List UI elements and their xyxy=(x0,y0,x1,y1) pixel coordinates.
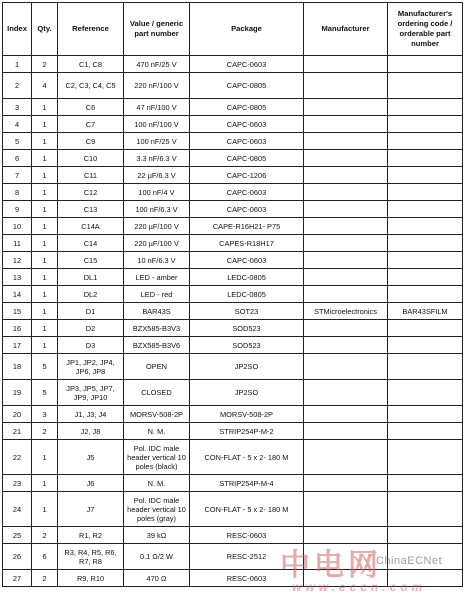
table-row xyxy=(3,544,463,570)
cell-manufacturer xyxy=(304,150,388,167)
cell-value: 47 nF/100 V xyxy=(124,99,190,116)
table-row xyxy=(3,423,463,440)
cell-manufacturer xyxy=(304,286,388,303)
cell-qty: 6 xyxy=(32,544,58,570)
cell-value: BAR43S xyxy=(124,303,190,320)
cell-package: CAPC-0603 xyxy=(190,184,304,201)
table-row xyxy=(3,167,463,184)
cell-manufacturer xyxy=(304,56,388,73)
cell-index: 4 xyxy=(3,116,32,133)
table-row xyxy=(3,380,463,406)
cell-manufacturer xyxy=(304,527,388,544)
cell-reference: JP1, JP2, JP4, JP6, JP8 xyxy=(58,354,124,380)
cell-reference: D1 xyxy=(58,303,124,320)
cell-index: 11 xyxy=(3,235,32,252)
cell-qty: 1 xyxy=(32,116,58,133)
cell-qty: 2 xyxy=(32,56,58,73)
table-row xyxy=(3,337,463,354)
header-reference: Reference xyxy=(58,3,124,56)
table-row xyxy=(3,286,463,303)
cell-ordering-code xyxy=(388,184,463,201)
table-row xyxy=(3,218,463,235)
cell-manufacturer xyxy=(304,252,388,269)
cell-package: CAPES-R18H17 xyxy=(190,235,304,252)
cell-manufacturer xyxy=(304,354,388,380)
cell-value: BZX585-B3V3 xyxy=(124,320,190,337)
cell-reference: C12 xyxy=(58,184,124,201)
cell-ordering-code xyxy=(388,116,463,133)
cell-reference: D3 xyxy=(58,337,124,354)
cell-manufacturer xyxy=(304,218,388,235)
cell-qty: 1 xyxy=(32,167,58,184)
cell-qty: 1 xyxy=(32,218,58,235)
table-row xyxy=(3,99,463,116)
cell-value: CLOSED xyxy=(124,380,190,406)
table-row xyxy=(3,201,463,218)
cell-index: 14 xyxy=(3,286,32,303)
cell-index: 15 xyxy=(3,303,32,320)
cell-ordering-code xyxy=(388,475,463,492)
cell-value: 220 µF/100 V xyxy=(124,235,190,252)
cell-package: LEDC-0805 xyxy=(190,269,304,286)
cell-index: 1 xyxy=(3,56,32,73)
cell-manufacturer xyxy=(304,406,388,423)
cell-manufacturer xyxy=(304,380,388,406)
table-row xyxy=(3,235,463,252)
cell-index: 8 xyxy=(3,184,32,201)
cell-manufacturer xyxy=(304,167,388,184)
cell-reference: J5 xyxy=(58,440,124,475)
cell-reference: C9 xyxy=(58,133,124,150)
cell-package: CAPC-0805 xyxy=(190,99,304,116)
cell-package: CAPC-0603 xyxy=(190,56,304,73)
cell-qty: 1 xyxy=(32,303,58,320)
cell-qty: 4 xyxy=(32,73,58,99)
cell-manufacturer xyxy=(304,99,388,116)
cell-manufacturer xyxy=(304,269,388,286)
cell-index: 26 xyxy=(3,544,32,570)
cell-ordering-code xyxy=(388,337,463,354)
cell-index: 19 xyxy=(3,380,32,406)
cell-ordering-code xyxy=(388,56,463,73)
cell-qty: 1 xyxy=(32,492,58,527)
cell-value: 10 nF/6.3 V xyxy=(124,252,190,269)
header-qty: Qty. xyxy=(32,3,58,56)
cell-manufacturer xyxy=(304,73,388,99)
cell-value: 220 µF/100 V xyxy=(124,218,190,235)
cell-reference: JP3, JP5, JP7, JP9, JP10 xyxy=(58,380,124,406)
cell-ordering-code xyxy=(388,235,463,252)
cell-index: 23 xyxy=(3,475,32,492)
table-row xyxy=(3,492,463,527)
cell-index: 22 xyxy=(3,440,32,475)
cell-value: 100 nF/4 V xyxy=(124,184,190,201)
cell-reference: C14A xyxy=(58,218,124,235)
cell-value: 39 kΩ xyxy=(124,527,190,544)
cell-package: STRIP254P-M-4 xyxy=(190,475,304,492)
cell-index: 3 xyxy=(3,99,32,116)
cell-ordering-code: BAR43SFILM xyxy=(388,303,463,320)
cell-ordering-code xyxy=(388,320,463,337)
cell-ordering-code xyxy=(388,570,463,587)
cell-package: CAPC-0603 xyxy=(190,201,304,218)
bom-table xyxy=(2,2,463,587)
cell-reference: J7 xyxy=(58,492,124,527)
cell-package: CON-FLAT - 5 x 2- 180 M xyxy=(190,440,304,475)
cell-value: Pol. IDC male header vertical 10 poles (gray) xyxy=(124,492,190,527)
header-ordering-code: Manufacturer's ordering code / orderable part number xyxy=(388,3,463,56)
header-value: Value / generic part number xyxy=(124,3,190,56)
table-row xyxy=(3,73,463,99)
cell-index: 24 xyxy=(3,492,32,527)
cell-reference: DL1 xyxy=(58,269,124,286)
cell-ordering-code xyxy=(388,544,463,570)
cell-qty: 2 xyxy=(32,423,58,440)
cell-ordering-code xyxy=(388,150,463,167)
cell-ordering-code xyxy=(388,527,463,544)
cell-reference: R3, R4, R5, R6, R7, R8 xyxy=(58,544,124,570)
table-row xyxy=(3,184,463,201)
table-row xyxy=(3,320,463,337)
cell-manufacturer xyxy=(304,440,388,475)
cell-ordering-code xyxy=(388,201,463,218)
cell-reference: J6 xyxy=(58,475,124,492)
cell-qty: 2 xyxy=(32,570,58,587)
cell-reference: J1, J3, J4 xyxy=(58,406,124,423)
cell-package: MORSV-508-2P xyxy=(190,406,304,423)
table-row xyxy=(3,150,463,167)
cell-package: CAPC-0805 xyxy=(190,150,304,167)
cell-ordering-code xyxy=(388,380,463,406)
cell-qty: 1 xyxy=(32,286,58,303)
cell-package: RESC-0603 xyxy=(190,570,304,587)
cell-index: 25 xyxy=(3,527,32,544)
cell-package: CAPC-0603 xyxy=(190,133,304,150)
cell-qty: 1 xyxy=(32,269,58,286)
cell-qty: 1 xyxy=(32,201,58,218)
cell-value: LED - red xyxy=(124,286,190,303)
table-row xyxy=(3,570,463,587)
cell-ordering-code xyxy=(388,492,463,527)
cell-index: 5 xyxy=(3,133,32,150)
table-row xyxy=(3,116,463,133)
cell-qty: 1 xyxy=(32,440,58,475)
cell-value: LED - amber xyxy=(124,269,190,286)
cell-package: LEDC-0805 xyxy=(190,286,304,303)
cell-manufacturer xyxy=(304,201,388,218)
cell-index: 10 xyxy=(3,218,32,235)
cell-package: CAPC-0805 xyxy=(190,73,304,99)
cell-ordering-code xyxy=(388,406,463,423)
cell-qty: 5 xyxy=(32,380,58,406)
cell-package: JP2SO xyxy=(190,354,304,380)
cell-manufacturer xyxy=(304,570,388,587)
cell-package: CAPC-0603 xyxy=(190,252,304,269)
cell-package: JP2SO xyxy=(190,380,304,406)
cell-index: 20 xyxy=(3,406,32,423)
watermark-logo-en: ChinaECNet xyxy=(376,555,443,567)
cell-manufacturer xyxy=(304,184,388,201)
cell-value: 3.3 nF/6.3 V xyxy=(124,150,190,167)
cell-package: SOD523 xyxy=(190,337,304,354)
cell-value: 0.1 Ω/2 W xyxy=(124,544,190,570)
cell-package: STRIP254P-M-2 xyxy=(190,423,304,440)
watermark-logo-cn: 中电网 xyxy=(280,548,382,583)
cell-reference: R9, R10 xyxy=(58,570,124,587)
table-row xyxy=(3,440,463,475)
cell-manufacturer xyxy=(304,337,388,354)
cell-reference: C10 xyxy=(58,150,124,167)
table-body xyxy=(3,56,463,587)
cell-package: CAPE-R16H21- P75 xyxy=(190,218,304,235)
watermark-url: www.eccn.com xyxy=(292,580,427,594)
cell-value: MORSV-508-2P xyxy=(124,406,190,423)
cell-manufacturer xyxy=(304,475,388,492)
cell-value: 100 nF/6.3 V xyxy=(124,201,190,218)
cell-qty: 1 xyxy=(32,184,58,201)
cell-ordering-code xyxy=(388,423,463,440)
header-index: Index xyxy=(3,3,32,56)
cell-manufacturer xyxy=(304,235,388,252)
cell-qty: 1 xyxy=(32,235,58,252)
cell-value: 100 nF/100 V xyxy=(124,116,190,133)
cell-index: 18 xyxy=(3,354,32,380)
table-row xyxy=(3,406,463,423)
cell-index: 27 xyxy=(3,570,32,587)
cell-qty: 5 xyxy=(32,354,58,380)
cell-index: 16 xyxy=(3,320,32,337)
table-row xyxy=(3,527,463,544)
cell-package: RESC-0603 xyxy=(190,527,304,544)
cell-manufacturer xyxy=(304,544,388,570)
cell-value: 470 nF/25 V xyxy=(124,56,190,73)
cell-value: 470 Ω xyxy=(124,570,190,587)
cell-value: N. M. xyxy=(124,423,190,440)
cell-reference: C14 xyxy=(58,235,124,252)
cell-manufacturer xyxy=(304,116,388,133)
cell-ordering-code xyxy=(388,218,463,235)
cell-reference: C15 xyxy=(58,252,124,269)
table-row xyxy=(3,475,463,492)
cell-value: 100 nF/25 V xyxy=(124,133,190,150)
cell-ordering-code xyxy=(388,133,463,150)
cell-value: N. M. xyxy=(124,475,190,492)
cell-qty: 1 xyxy=(32,252,58,269)
cell-reference: D2 xyxy=(58,320,124,337)
cell-package: SOD523 xyxy=(190,320,304,337)
cell-qty: 1 xyxy=(32,475,58,492)
cell-index: 21 xyxy=(3,423,32,440)
cell-package: CON-FLAT - 5 x 2- 180 M xyxy=(190,492,304,527)
cell-index: 2 xyxy=(3,73,32,99)
cell-qty: 2 xyxy=(32,527,58,544)
cell-reference: C7 xyxy=(58,116,124,133)
cell-package: RESC-2512 xyxy=(190,544,304,570)
cell-reference: C6 xyxy=(58,99,124,116)
cell-package: SOT23 xyxy=(190,303,304,320)
header-package: Package xyxy=(190,3,304,56)
cell-ordering-code xyxy=(388,440,463,475)
table-row xyxy=(3,252,463,269)
cell-ordering-code xyxy=(388,167,463,184)
cell-manufacturer xyxy=(304,492,388,527)
cell-reference: C1, C8 xyxy=(58,56,124,73)
cell-index: 6 xyxy=(3,150,32,167)
cell-ordering-code xyxy=(388,354,463,380)
cell-ordering-code xyxy=(388,269,463,286)
cell-reference: J2, J8 xyxy=(58,423,124,440)
cell-value: 220 nF/100 V xyxy=(124,73,190,99)
cell-manufacturer xyxy=(304,423,388,440)
cell-value: 22 µF/6.3 V xyxy=(124,167,190,184)
cell-index: 17 xyxy=(3,337,32,354)
cell-ordering-code xyxy=(388,99,463,116)
cell-value: BZX585-B3V6 xyxy=(124,337,190,354)
table-row xyxy=(3,133,463,150)
cell-index: 12 xyxy=(3,252,32,269)
cell-index: 9 xyxy=(3,201,32,218)
header-manufacturer: Manufacturer xyxy=(304,3,388,56)
cell-ordering-code xyxy=(388,252,463,269)
cell-qty: 1 xyxy=(32,133,58,150)
cell-manufacturer xyxy=(304,133,388,150)
cell-qty: 1 xyxy=(32,320,58,337)
cell-package: CAPC-1206 xyxy=(190,167,304,184)
table-row xyxy=(3,354,463,380)
table-header-row xyxy=(3,3,463,56)
cell-value: OPEN xyxy=(124,354,190,380)
cell-qty: 3 xyxy=(32,406,58,423)
cell-manufacturer: STMicroelectronics xyxy=(304,303,388,320)
table-row xyxy=(3,303,463,320)
cell-reference: C11 xyxy=(58,167,124,184)
cell-ordering-code xyxy=(388,73,463,99)
cell-reference: R1, R2 xyxy=(58,527,124,544)
table-row xyxy=(3,269,463,286)
cell-ordering-code xyxy=(388,286,463,303)
cell-reference: C13 xyxy=(58,201,124,218)
table-row xyxy=(3,56,463,73)
cell-reference: C2, C3, C4, C5 xyxy=(58,73,124,99)
cell-qty: 1 xyxy=(32,99,58,116)
cell-reference: DL2 xyxy=(58,286,124,303)
cell-package: CAPC-0603 xyxy=(190,116,304,133)
cell-index: 7 xyxy=(3,167,32,184)
cell-manufacturer xyxy=(304,320,388,337)
cell-qty: 1 xyxy=(32,337,58,354)
cell-value: Pol. IDC male header vertical 10 poles (black) xyxy=(124,440,190,475)
cell-index: 13 xyxy=(3,269,32,286)
cell-qty: 1 xyxy=(32,150,58,167)
